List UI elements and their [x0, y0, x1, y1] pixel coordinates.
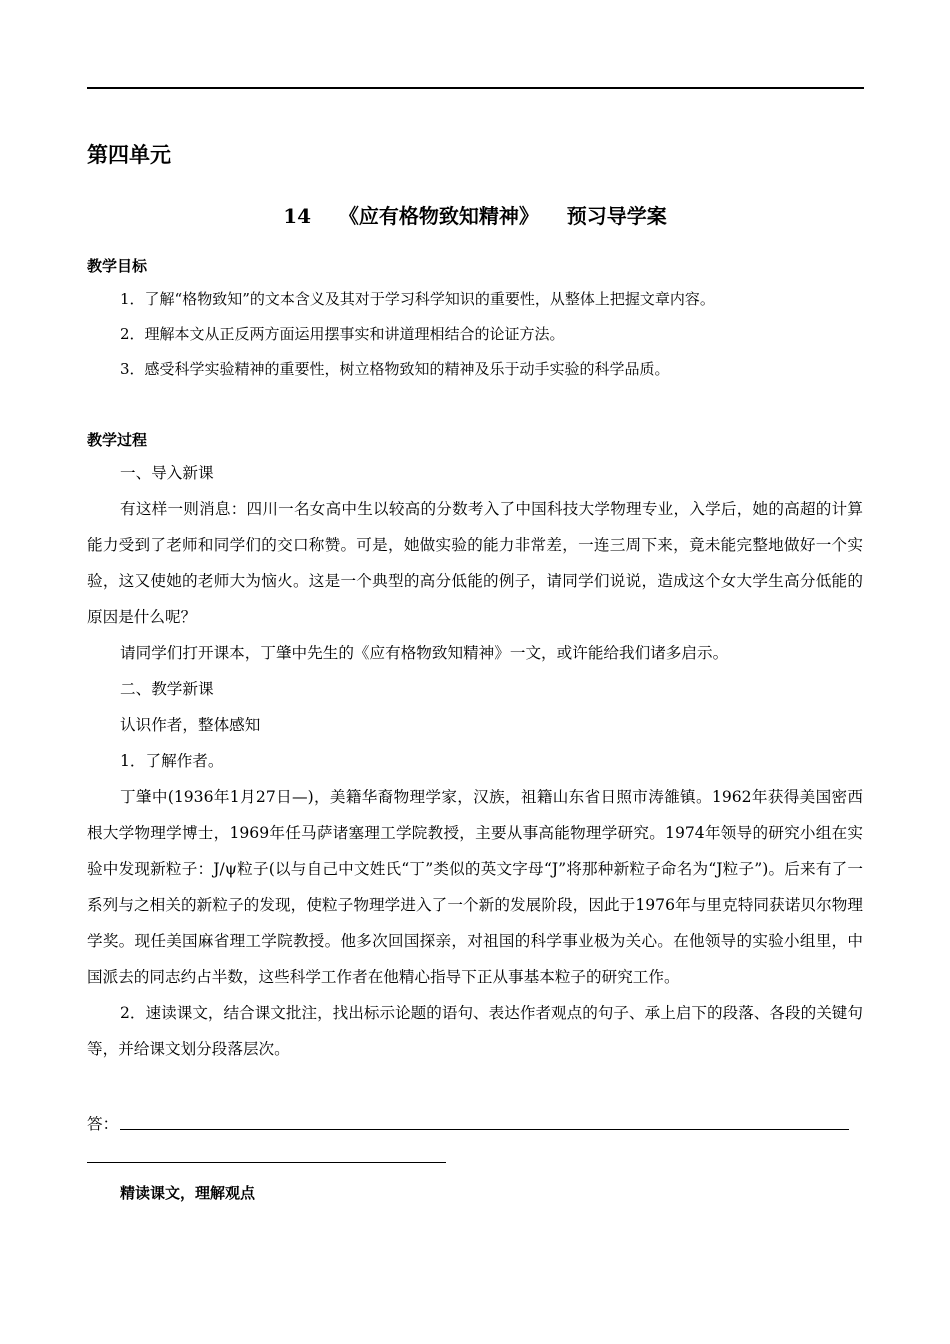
- header-rule: [87, 87, 864, 89]
- section-label: 一、导入新课: [120, 464, 214, 482]
- sub-heading: 精读课文，理解观点: [120, 1184, 256, 1202]
- task-paragraph: 2．速读课文，结合课文批注，找出标示论题的语句、表达作者观点的句子、承上启下的段落、各段的关键句等，并给课文划分段落层次。: [87, 1004, 863, 1058]
- paragraph: 有这样一则消息：四川一名女高中生以较高的分数考入了中国科技大学物理专业，入学后，她的高超的计算能力受到了老师和同学们的交口称赞。可是，她做实验的能力非常差，一连三周下来，竟未能完整地做好一个实验，这又使她的老师大为恼火。这是一个典型的高分低能的例子，请同学们说说，造成这个女大学生高分低能的原因是什么呢？: [87, 500, 863, 626]
- process-body: [87, 455, 863, 1067]
- lesson-name: 《应有格物致知精神》: [338, 204, 539, 228]
- answer-label: 答：: [87, 1115, 119, 1133]
- author-bio: 丁肇中(1936年1月27日—)，美籍华裔物理学家，汉族，祖籍山东省日照市涛雒镇。1962年获得美国密西根大学物理学博士，1969年任马萨诸塞理工学院教授，主要从事高能物理学研究。1974年领导的研究小组在实验中发现新粒子：J/ψ粒子(以与自己中文姓氏“丁”类似的英文字母“J”将那种新粒子命名为“J粒子”)。后来有了一系列与之相关的新粒子的发现，使粒子物理学进入了一个新的发展阶段，因此于1976年与里克特同获诺贝尔物理学奖。现任美国麻省理工学院教授。他多次回国探亲，对祖国的科学事业极为关心。在他领导的实验小组里，中国派去的同志约占半数，这些科学工作者在他精心指导下正从事基本粒子的研究工作。: [87, 788, 863, 986]
- process-heading: 教学过程: [87, 431, 148, 449]
- section-label: 二、教学新课: [120, 680, 214, 698]
- sub-label: 认识作者，整体感知: [120, 716, 261, 734]
- goal-item: 2．理解本文从正反两方面运用摆事实和讲道理相结合的论证方法。: [120, 325, 565, 343]
- goals-heading: 教学目标: [87, 257, 148, 275]
- item-label: 1．了解作者。: [120, 752, 224, 770]
- lesson-title: [0, 200, 950, 229]
- unit-title: 第四单元: [87, 142, 171, 167]
- goal-item: 1．了解“格物致知”的文本含义及其对于学习科学知识的重要性，从整体上把握文章内容。: [120, 290, 715, 308]
- goal-item: 3．感受科学实验精神的重要性，树立格物致知的精神及乐于动手实验的科学品质。: [120, 360, 670, 378]
- paragraph: 请同学们打开课本，丁肇中先生的《应有格物致知精神》一文，或许能给我们诸多启示。: [120, 644, 729, 662]
- lesson-number: 14: [283, 204, 312, 228]
- answer-line: [120, 1129, 849, 1130]
- answer-line-continued[interactable]: [87, 1162, 446, 1163]
- answer-field[interactable]: [87, 1112, 849, 1134]
- lesson-label: 预习导学案: [566, 204, 667, 228]
